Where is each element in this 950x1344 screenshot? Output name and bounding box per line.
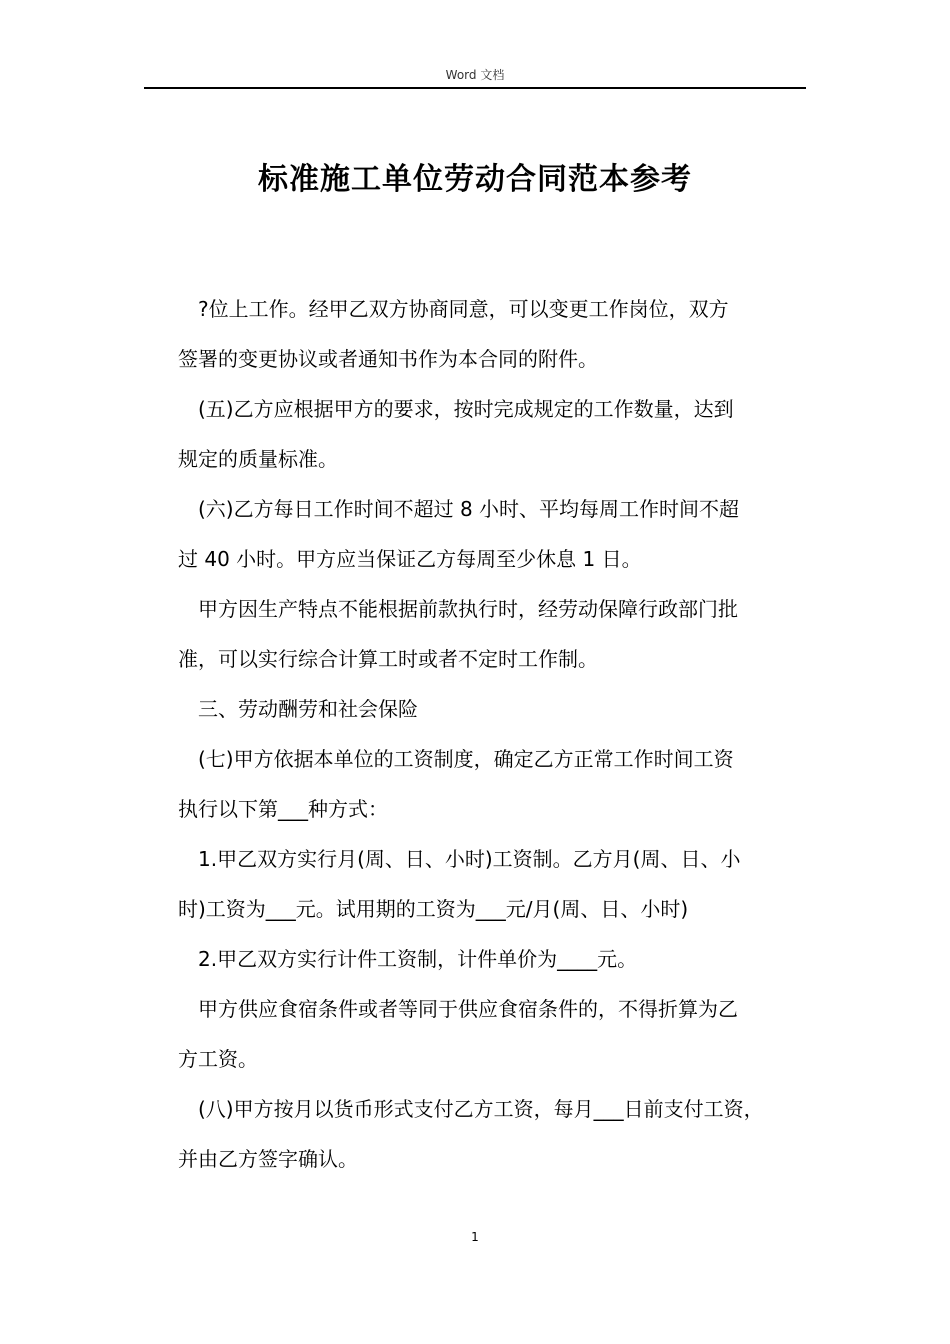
document-title: 标准施工单位劳动合同范本参考 [258, 162, 692, 197]
paragraph-line: 甲方因生产特点不能根据前款执行时，经劳动保障行政部门批 [198, 597, 738, 621]
paragraph-line: 执行以下第___种方式： [178, 797, 388, 821]
paragraph-line: 三、劳动酬劳和社会保险 [198, 697, 418, 721]
paragraph-line: 签署的变更协议或者通知书作为本合同的附件。 [178, 347, 598, 371]
paragraph-line: (八)甲方按月以货币形式支付乙方工资，每月___日前支付工资， [198, 1097, 764, 1121]
paragraph-line: 准，可以实行综合计算工时或者不定时工作制。 [178, 647, 598, 671]
paragraph-line: (七)甲方依据本单位的工资制度，确定乙方正常工作时间工资 [198, 747, 734, 771]
paragraph-1 [178, 284, 818, 384]
paragraph-line: (五)乙方应根据甲方的要求，按时完成规定的工作数量，达到 [198, 397, 734, 421]
paragraph-line: 规定的质量标准。 [178, 447, 338, 471]
header-divider [144, 87, 806, 89]
paragraph-8 [178, 934, 818, 984]
paragraph-7 [178, 834, 818, 934]
paragraph-line: 时)工资为___元。试用期的工资为___元/月(周、日、小时) [178, 897, 689, 921]
paragraph-9 [178, 984, 818, 1084]
paragraph-line: 1.甲乙双方实行月(周、日、小时)工资制。乙方月(周、日、小 [198, 847, 741, 871]
page-header-label: Word 文档 [445, 68, 505, 82]
paragraph-2 [178, 384, 818, 484]
section-heading [178, 684, 818, 734]
paragraph-4 [178, 584, 818, 684]
paragraph-line: 甲方供应食宿条件或者等同于供应食宿条件的，不得折算为乙 [198, 997, 738, 1021]
paragraph-6 [178, 734, 818, 834]
paragraph-3 [178, 484, 818, 584]
paragraph-line: 过 40 小时。甲方应当保证乙方每周至少休息 1 日。 [178, 547, 642, 571]
paragraph-line: 2.甲乙双方实行计件工资制，计件单价为____元。 [198, 947, 638, 971]
paragraph-line: ?位上工作。经甲乙双方协商同意，可以变更工作岗位，双方 [198, 297, 729, 321]
document-body [178, 284, 818, 1184]
paragraph-line: 方工资。 [178, 1047, 258, 1071]
paragraph-10 [178, 1084, 818, 1184]
paragraph-line: 并由乙方签字确认。 [178, 1147, 358, 1171]
paragraph-line: (六)乙方每日工作时间不超过 8 小时、平均每周工作时间不超 [198, 497, 740, 521]
page-number: 1 [471, 1230, 479, 1244]
